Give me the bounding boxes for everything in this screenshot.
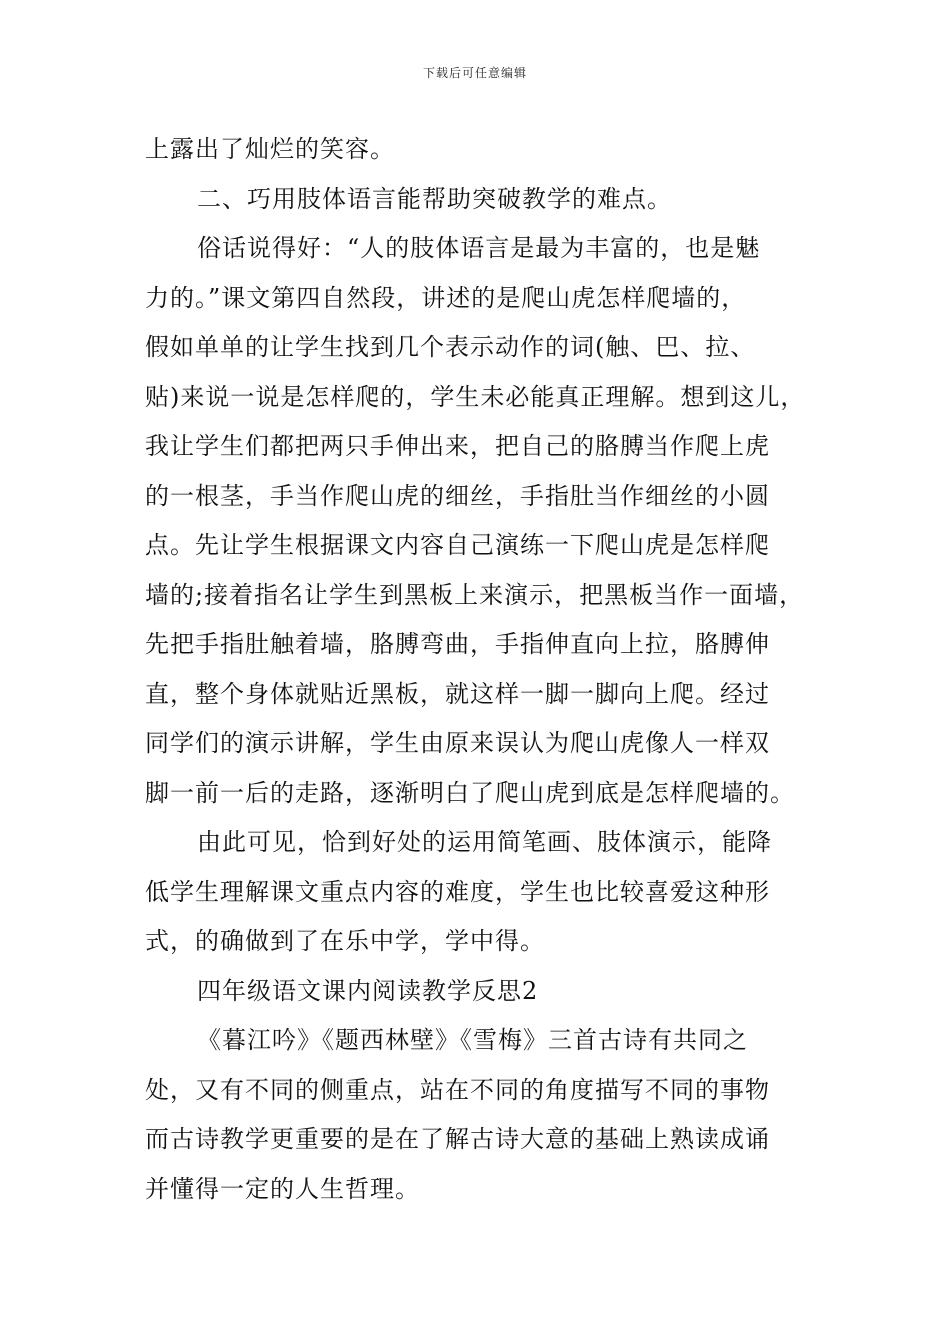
text-line: 处，又有不同的侧重点，站在不同的角度描写不同的事物 (145, 1075, 770, 1104)
text-line: 贴)来说一说是怎样爬的，学生未必能真正理解。想到这儿， (145, 382, 806, 411)
page-header-note: 下载后可任意编辑 (422, 66, 527, 80)
text-line: 由此可见，恰到好处的运用简笔画、肢体演示，能降 (197, 828, 772, 856)
text-line: 墙的;接着指名让学生到黑板上来演示，把黑板当作一面墙， (145, 580, 805, 609)
text-line: 假如单单的让学生找到几个表示动作的词(触、巴、拉、 (145, 333, 756, 361)
text-line: 二、巧用肢体语言能帮助突破教学的难点。 (197, 184, 672, 213)
text-line: 先把手指肚触着墙，胳膊弯曲，手指伸直向上拉，胳膊伸 (145, 630, 770, 658)
text-line: 俗话说得好：“人的肢体语言是最为丰富的，也是魅 (197, 234, 761, 262)
text-line: 同学们的演示讲解，学生由原来误认为爬山虎像人一样双 (145, 729, 770, 757)
text-line: 而古诗教学更重要的是在了解古诗大意的基础上熟读成诵 (145, 1125, 770, 1153)
text-line: 我让学生们都把两只手伸出来，把自己的胳膊当作爬上虎 (145, 432, 770, 460)
text-line: 式，的确做到了在乐中学，学中得。 (145, 927, 545, 955)
text-line: 上露出了灿烂的笑容。 (145, 135, 395, 163)
text-line: 并懂得一定的人生哲理。 (145, 1174, 420, 1203)
section-heading: 四年级语文课内阅读教学反思2 (197, 976, 539, 1005)
text-line: 脚一前一后的走路，逐渐明白了爬山虎到底是怎样爬墙的。 (145, 778, 795, 807)
text-line: 直，整个身体就贴近黑板，就这样一脚一脚向上爬。经过 (145, 679, 770, 708)
text-line: 力的。”课文第四自然段，讲述的是爬山虎怎样爬墙的， (145, 283, 747, 312)
text-line: 点。先让学生根据课文内容自己演练一下爬山虎是怎样爬 (145, 531, 770, 559)
text-line: 《暮江吟》《题西林壁》《雪梅》三首古诗有共同之 (197, 1026, 748, 1054)
text-line: 低学生理解课文重点内容的难度，学生也比较喜爱这种形 (145, 877, 770, 906)
body-text (145, 125, 833, 1214)
text-line: 的一根茎，手当作爬山虎的细丝，手指肚当作细丝的小圆 (145, 481, 770, 510)
